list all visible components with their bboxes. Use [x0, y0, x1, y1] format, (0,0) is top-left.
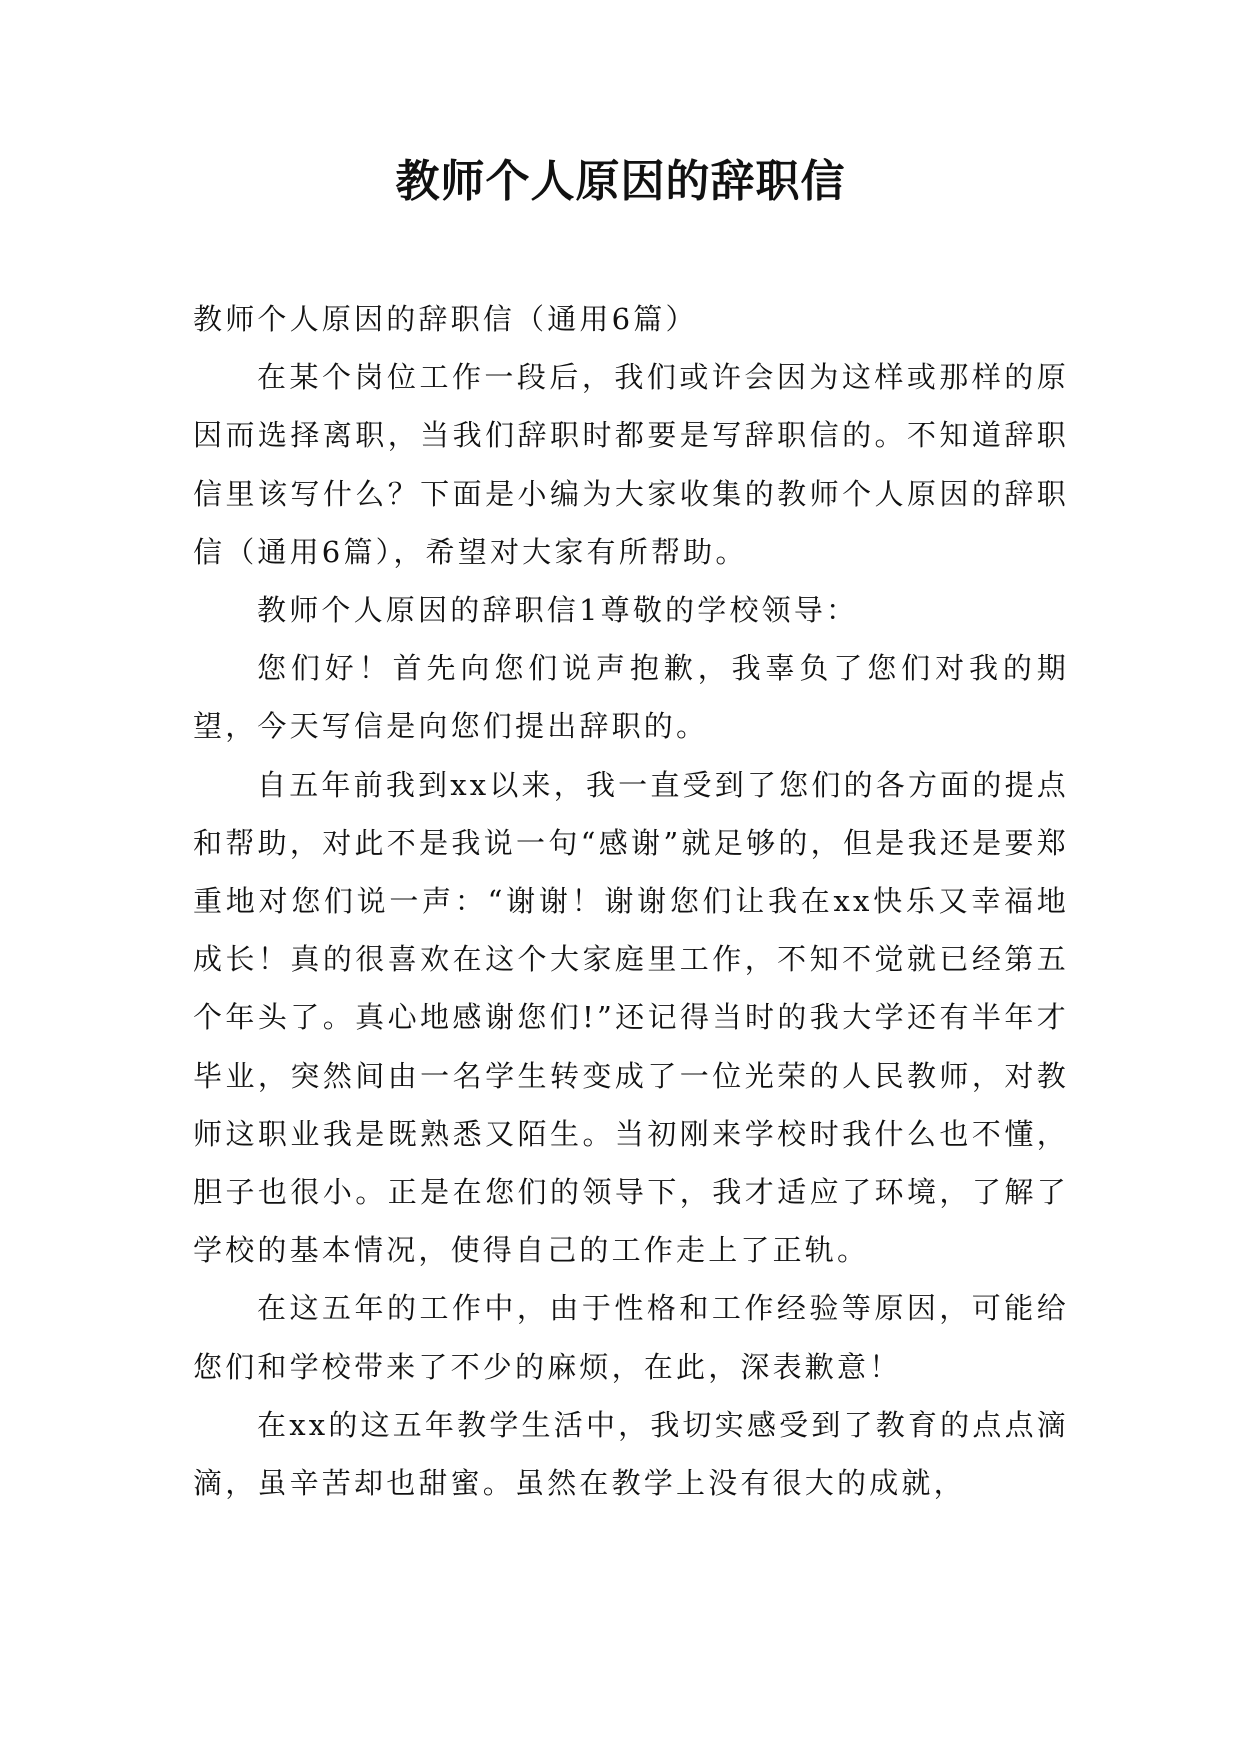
- document-body: [193, 290, 1069, 1512]
- intro-paragraph: 在某个岗位工作一段后，我们或许会因为这样或那样的原因而选择离职，当我们辞职时都要是写辞职信的。不知道辞职信里该写什么？下面是小编为大家收集的教师个人原因的辞职信（通用6篇），希望对大家有所帮助。: [193, 360, 1069, 569]
- letter-heading-paragraph: 教师个人原因的辞职信1尊敬的学校领导：: [257, 593, 859, 628]
- body-paragraph: 在xx的这五年教学生活中，我切实感受到了教育的点点滴滴，虽辛苦却也甜蜜。虽然在教学上没有很大的成就，: [193, 1407, 1069, 1501]
- body-paragraph: 您们好！首先向您们说声抱歉，我辜负了您们对我的期望，今天写信是向您们提出辞职的。: [193, 651, 1069, 744]
- body-paragraph: 自五年前我到xx以来，我一直受到了您们的各方面的提点和帮助，对此不是我说一句“感谢”就足够的，但是我还是要郑重地对您们说一声：“谢谢！谢谢您们让我在xx快乐又幸福地成长！真的很喜欢在这个大家庭里工作，不知不觉就已经第五个年头了。真心地感谢您们!”还记得当时的我大学还有半年才毕业，突然间由一名学生转变成了一位光荣的人民教师，对教师这职业我是既熟悉又陌生。当初刚来学校时我什么也不懂，胆子也很小。正是在您们的领导下，我才适应了环境，了解了学校的基本情况，使得自己的工作走上了正轨。: [193, 767, 1069, 1268]
- subtitle-paragraph: 教师个人原因的辞职信（通用6篇）: [193, 302, 698, 336]
- body-paragraph: 在这五年的工作中，由于性格和工作经验等原因，可能给您们和学校带来了不少的麻烦，在此，深表歉意！: [193, 1291, 1069, 1384]
- document-title: 教师个人原因的辞职信: [395, 156, 846, 207]
